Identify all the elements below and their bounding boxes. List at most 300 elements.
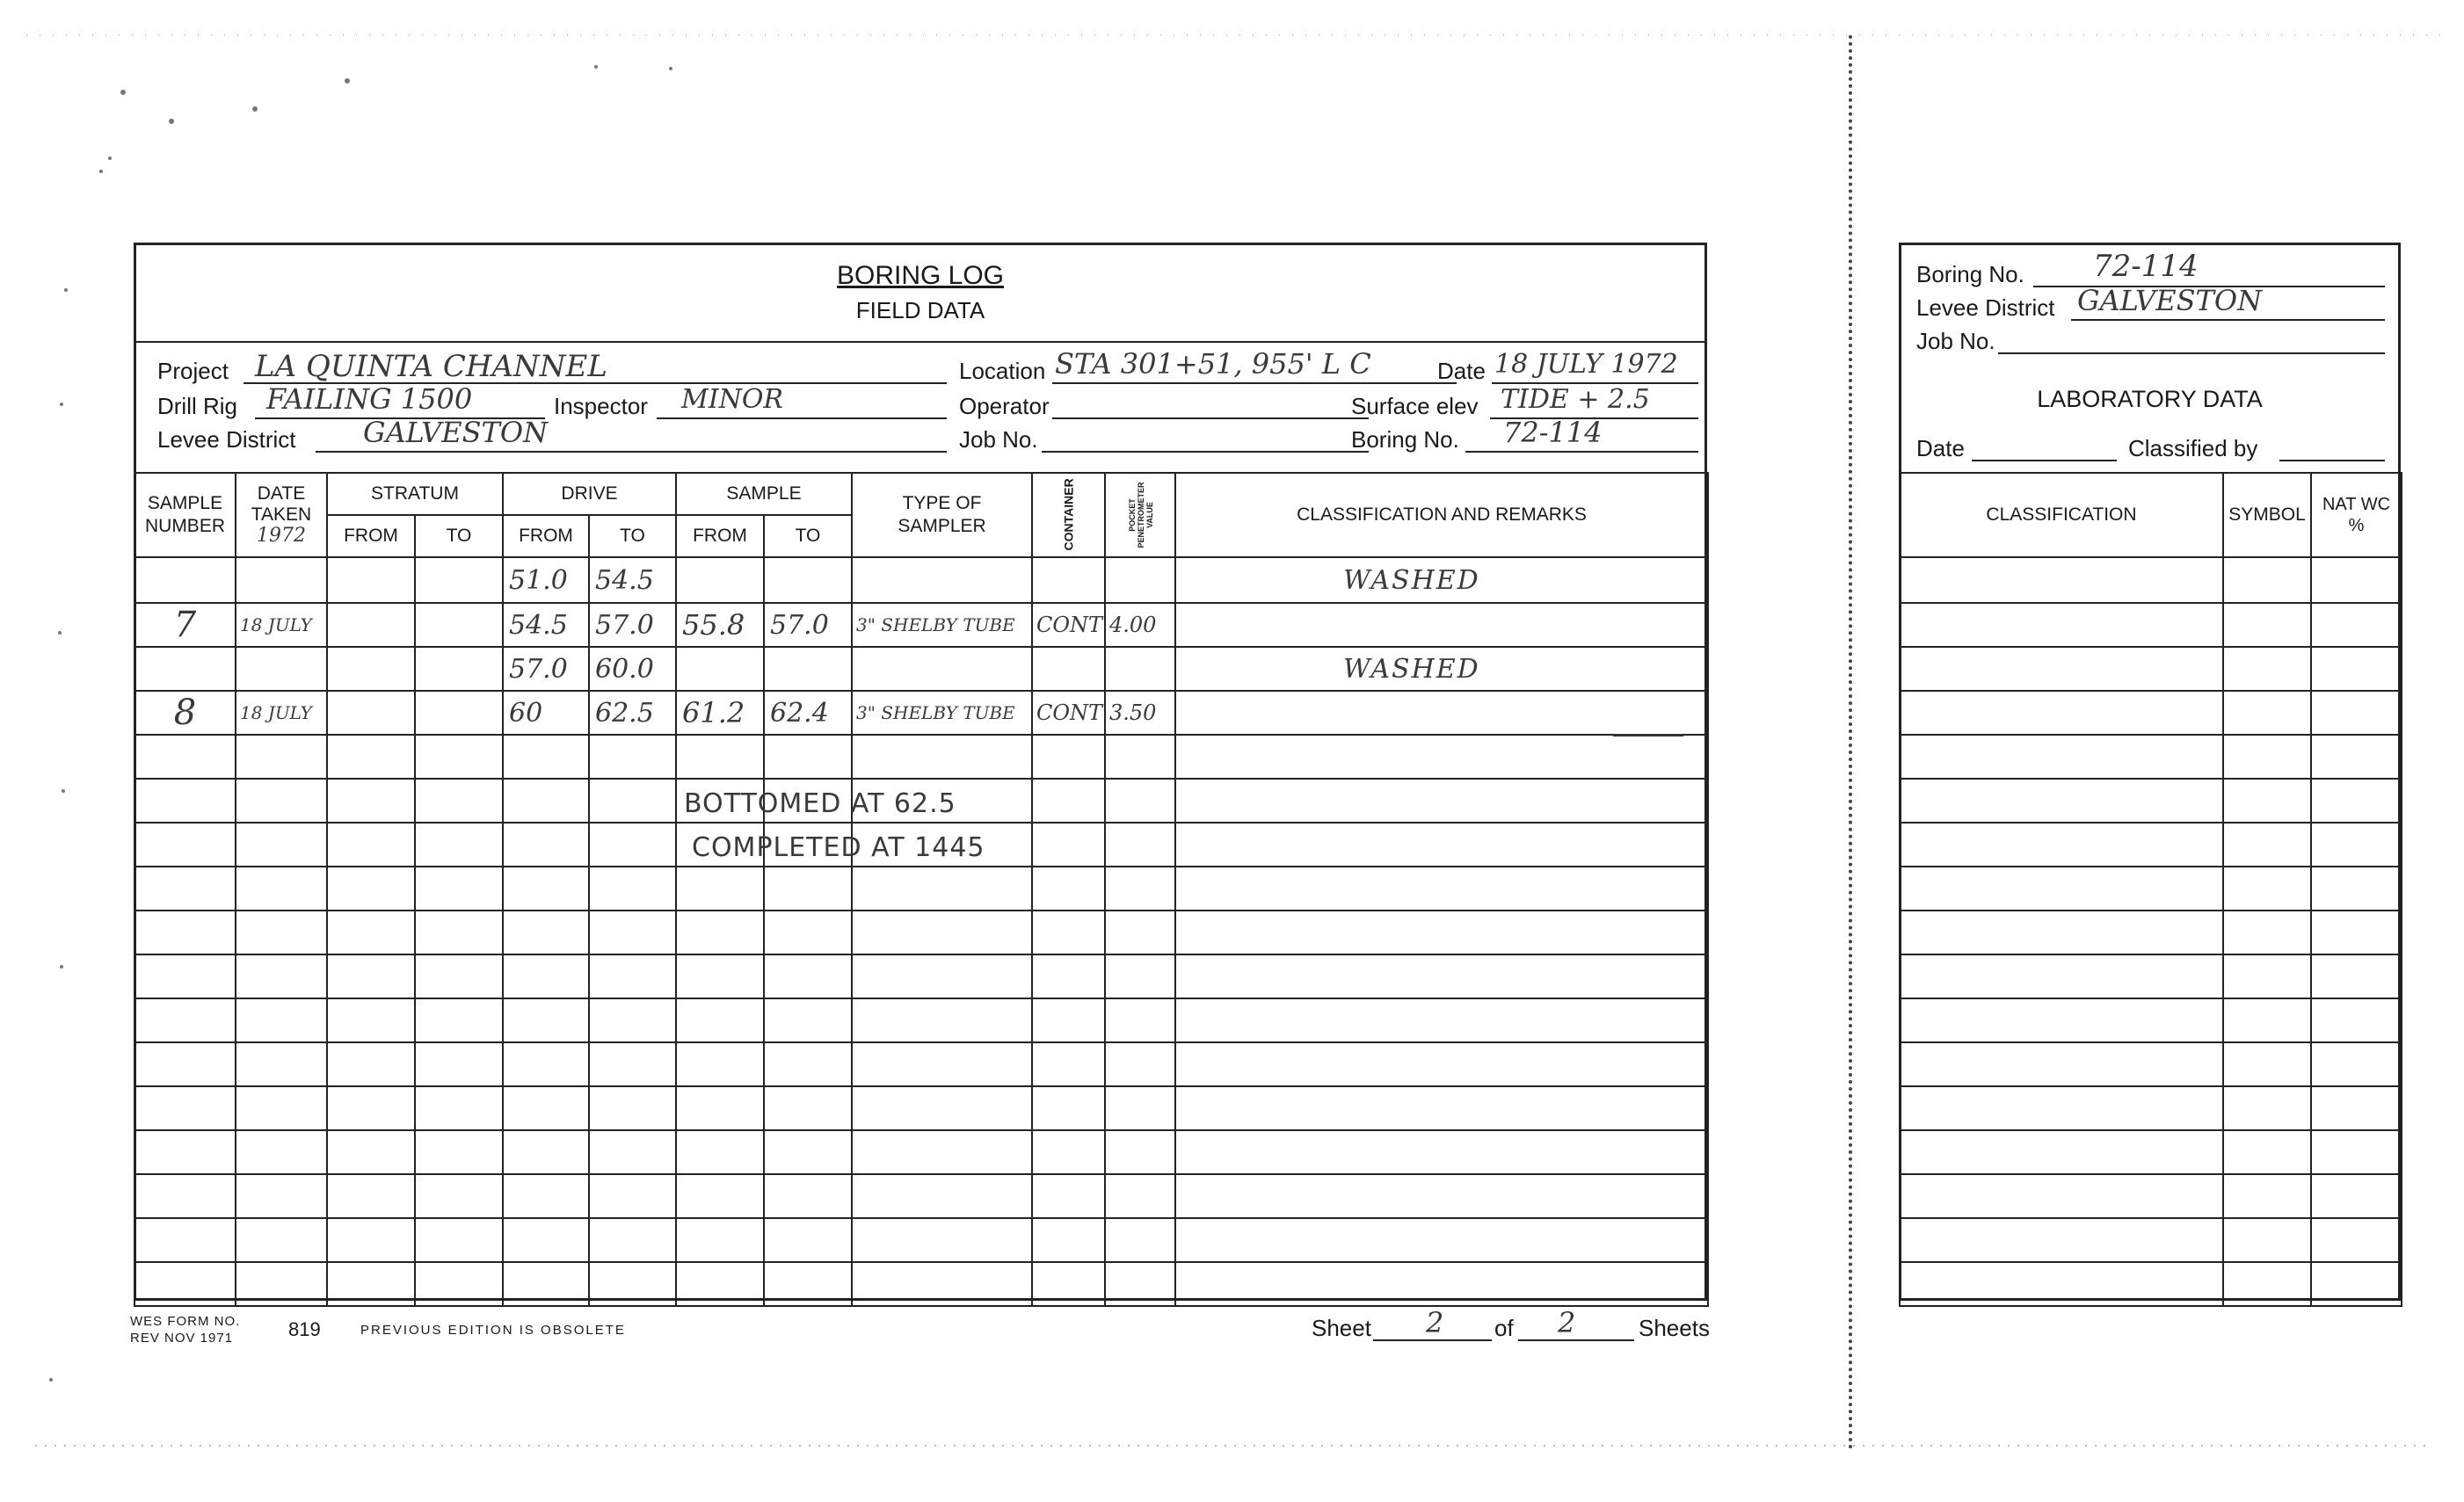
remarks-cell[interactable] (1175, 954, 1708, 998)
sample-from-cell[interactable] (676, 1218, 764, 1262)
sample-number-cell[interactable] (134, 823, 236, 867)
sampler-type-cell[interactable] (852, 557, 1032, 603)
sample-number-cell[interactable]: 7 (134, 603, 236, 647)
stratum-to-cell[interactable] (415, 647, 503, 691)
lab-classification-cell[interactable] (1900, 691, 2223, 735)
sampler-type-cell[interactable] (852, 911, 1032, 954)
stratum-to: TO (415, 515, 503, 557)
container-cell[interactable]: CONT (1032, 603, 1105, 647)
drive-to-cell[interactable] (589, 1042, 676, 1086)
stratum-to-cell[interactable] (415, 954, 503, 998)
drive-from-cell[interactable] (503, 1086, 589, 1130)
date-value[interactable]: 18 JULY 1972 (1494, 349, 1678, 380)
sample-to-cell[interactable] (764, 998, 852, 1042)
date-taken-cell[interactable] (236, 1130, 327, 1174)
remarks-cell[interactable]: WASHED (1175, 557, 1708, 603)
drive-from-cell[interactable]: 54.5 (503, 603, 589, 647)
sample-from-cell[interactable] (676, 911, 764, 954)
sample-from-cell[interactable] (676, 1262, 764, 1306)
pocket-pen-cell[interactable] (1105, 1218, 1175, 1262)
sample-number-cell[interactable] (134, 1174, 236, 1218)
sample-to-cell[interactable] (764, 647, 852, 691)
stratum-from-cell[interactable] (327, 1042, 415, 1086)
lab-natwc-cell[interactable] (2311, 647, 2402, 691)
sampler-type-cell[interactable] (852, 1218, 1032, 1262)
lab-classification-cell[interactable] (1900, 911, 2223, 954)
container-cell[interactable] (1032, 779, 1105, 823)
inspector-label: Inspector (554, 393, 648, 419)
lab-boring-no-value[interactable]: 72-114 (2093, 249, 2199, 284)
date-taken-cell[interactable] (236, 1262, 327, 1306)
lab-symbol-cell[interactable] (2223, 1130, 2311, 1174)
sample-from-cell[interactable] (676, 954, 764, 998)
stratum-to-cell[interactable] (415, 998, 503, 1042)
date-taken-cell[interactable] (236, 1174, 327, 1218)
remarks-cell[interactable] (1175, 735, 1708, 779)
remarks-cell[interactable] (1175, 1218, 1708, 1262)
sampler-type-cell[interactable]: 3" SHELBY TUBE (852, 691, 1032, 735)
surface-elev-value[interactable]: TIDE + 2.5 (1501, 384, 1650, 415)
drive-from-cell[interactable] (503, 1218, 589, 1262)
drive-to-cell[interactable]: 62.5 (589, 691, 676, 735)
pocket-pen-cell[interactable] (1105, 867, 1175, 911)
container-cell[interactable] (1032, 557, 1105, 603)
date-taken-cell[interactable] (236, 954, 327, 998)
pocket-pen-cell[interactable] (1105, 1262, 1175, 1306)
container-cell[interactable] (1032, 954, 1105, 998)
sample-number-cell[interactable] (134, 911, 236, 954)
sample-from-cell[interactable]: 55.8 (676, 603, 764, 647)
lab-natwc-cell[interactable] (2311, 998, 2402, 1042)
lab-symbol-cell[interactable] (2223, 779, 2311, 823)
col-type-of-sampler: TYPE OF SAMPLER (852, 473, 1032, 557)
date-taken-cell[interactable] (236, 557, 327, 603)
drive-to-cell[interactable]: 60.0 (589, 647, 676, 691)
sample-to-cell[interactable]: 62.4 (764, 691, 852, 735)
stratum-from-cell[interactable] (327, 998, 415, 1042)
drive-to-cell[interactable] (589, 954, 676, 998)
sample-number-cell[interactable] (134, 1130, 236, 1174)
project-label: Project (157, 358, 229, 384)
sampler-type-cell[interactable] (852, 1086, 1032, 1130)
remarks-cell[interactable] (1175, 603, 1708, 647)
date-label: Date (1437, 358, 1486, 384)
sample-to-cell[interactable] (764, 1174, 852, 1218)
pocket-pen-cell[interactable]: 3.50 (1105, 691, 1175, 735)
container-cell[interactable] (1032, 867, 1105, 911)
lab-symbol-cell[interactable] (2223, 954, 2311, 998)
lab-classification-cell[interactable] (1900, 735, 2223, 779)
lab-data-row (1900, 779, 2402, 823)
container-cell[interactable] (1032, 823, 1105, 867)
sample-to-cell[interactable] (764, 911, 852, 954)
stratum-from-cell[interactable] (327, 867, 415, 911)
lab-symbol-cell[interactable] (2223, 1086, 2311, 1130)
sample-number-cell[interactable] (134, 1086, 236, 1130)
stratum-to-cell[interactable] (415, 557, 503, 603)
stratum-from-cell[interactable] (327, 1174, 415, 1218)
location-value[interactable]: STA 301+51, 955' L C (1055, 347, 1371, 381)
lab-data-row (1900, 1218, 2402, 1262)
date-taken-cell[interactable] (236, 998, 327, 1042)
drive-to-cell[interactable] (589, 1086, 676, 1130)
lab-symbol-cell[interactable] (2223, 691, 2311, 735)
remarks-cell[interactable] (1175, 1086, 1708, 1130)
stratum-from-cell[interactable] (327, 1130, 415, 1174)
drive-to-cell[interactable] (589, 1262, 676, 1306)
sampler-type-cell[interactable] (852, 1130, 1032, 1174)
sampler-type-cell[interactable] (852, 998, 1032, 1042)
sample-number-cell[interactable]: 8 (134, 691, 236, 735)
drive-from-cell[interactable] (503, 1042, 589, 1086)
lab-data-row (1900, 1174, 2402, 1218)
drive-from-cell[interactable]: 51.0 (503, 557, 589, 603)
drive-to-cell[interactable] (589, 1174, 676, 1218)
sample-number-cell[interactable] (134, 998, 236, 1042)
levee-district-line (316, 451, 947, 453)
drive-to-cell[interactable] (589, 735, 676, 779)
lab-symbol-cell[interactable] (2223, 1174, 2311, 1218)
pocket-pen-cell[interactable] (1105, 779, 1175, 823)
boring-log-row (134, 1130, 1708, 1174)
stratum-to-cell[interactable] (415, 911, 503, 954)
drive-to-cell[interactable] (589, 911, 676, 954)
lab-natwc-cell[interactable] (2311, 603, 2402, 647)
lab-classification-cell[interactable] (1900, 1130, 2223, 1174)
sample-number-cell[interactable] (134, 1262, 236, 1306)
stratum-to-cell[interactable] (415, 823, 503, 867)
container-cell[interactable] (1032, 1130, 1105, 1174)
pocket-pen-cell[interactable] (1105, 911, 1175, 954)
sample-to-cell[interactable] (764, 557, 852, 603)
drive-from-cell[interactable] (503, 823, 589, 867)
container-cell[interactable] (1032, 911, 1105, 954)
pocket-pen-cell[interactable] (1105, 1130, 1175, 1174)
lab-natwc-cell[interactable] (2311, 735, 2402, 779)
sample-from-cell[interactable] (676, 557, 764, 603)
lab-natwc-label: NAT WC (2322, 495, 2391, 514)
lab-data-row (1900, 557, 2402, 603)
levee-district-value[interactable]: GALVESTON (363, 416, 549, 449)
lab-data-form (1899, 243, 2401, 1301)
date-taken-cell[interactable] (236, 1218, 327, 1262)
remarks-cell[interactable] (1175, 779, 1708, 823)
stratum-to-cell[interactable] (415, 1130, 503, 1174)
stratum-from-cell[interactable] (327, 954, 415, 998)
operator-line (1052, 417, 1369, 419)
pocket-pen-cell[interactable] (1105, 954, 1175, 998)
stratum-to-cell[interactable] (415, 735, 503, 779)
lab-classification-cell[interactable] (1900, 647, 2223, 691)
drive-to-cell[interactable] (589, 1218, 676, 1262)
lab-natwc-cell[interactable] (2311, 557, 2402, 603)
container-cell[interactable] (1032, 998, 1105, 1042)
stratum-to-cell[interactable] (415, 1174, 503, 1218)
drive-from-cell[interactable] (503, 1174, 589, 1218)
pocket-pen-label: POCKET PENETROMETER VALUE (1128, 482, 1155, 548)
drive-from-cell[interactable] (503, 867, 589, 911)
lab-data-row (1900, 823, 2402, 867)
boring-log-body (134, 557, 1708, 1306)
lab-classification-cell[interactable] (1900, 867, 2223, 911)
lab-classification-cell[interactable] (1900, 603, 2223, 647)
sample-to-cell[interactable] (764, 1262, 852, 1306)
sample-from-cell[interactable] (676, 998, 764, 1042)
lab-natwc-cell[interactable] (2311, 1218, 2402, 1262)
sampler-type-cell[interactable] (852, 1174, 1032, 1218)
lab-symbol-cell[interactable] (2223, 647, 2311, 691)
lab-symbol-cell[interactable] (2223, 735, 2311, 779)
pocket-pen-cell[interactable] (1105, 1042, 1175, 1086)
lab-classification-cell[interactable] (1900, 557, 2223, 603)
sample-from-cell[interactable] (676, 1086, 764, 1130)
stratum-to-cell[interactable] (415, 779, 503, 823)
drive-from-cell[interactable] (503, 954, 589, 998)
lab-symbol-cell[interactable] (2223, 998, 2311, 1042)
sample-to-cell[interactable] (764, 1130, 852, 1174)
lab-natwc-cell[interactable] (2311, 691, 2402, 735)
sample-from-cell[interactable] (676, 1130, 764, 1174)
lab-natwc-cell[interactable] (2311, 823, 2402, 867)
drive-from-cell[interactable]: 57.0 (503, 647, 589, 691)
lab-natwc-unit: % (2348, 516, 2365, 535)
date-taken-cell[interactable]: 18 JULY (236, 603, 327, 647)
lab-symbol-cell[interactable] (2223, 603, 2311, 647)
drive-to-cell[interactable] (589, 1130, 676, 1174)
container-cell[interactable] (1032, 1042, 1105, 1086)
boring-log-row (134, 1174, 1708, 1218)
sample-number-cell[interactable] (134, 557, 236, 603)
sample-number-cell[interactable] (134, 1218, 236, 1262)
remarks-cell[interactable]: WASHED (1175, 647, 1708, 691)
stratum-from-cell[interactable] (327, 603, 415, 647)
remarks-cell[interactable] (1175, 1174, 1708, 1218)
stratum-to-cell[interactable] (415, 1262, 503, 1306)
remarks-cell[interactable] (1175, 911, 1708, 954)
sample-to-cell[interactable] (764, 735, 852, 779)
sample-to-cell[interactable] (764, 867, 852, 911)
sample-number-cell[interactable] (134, 735, 236, 779)
inspector-value[interactable]: MINOR (681, 384, 784, 415)
container-cell[interactable] (1032, 735, 1105, 779)
drive-to-cell[interactable] (589, 823, 676, 867)
sampler-type-cell[interactable] (852, 954, 1032, 998)
boring-no-label: Boring No. (1351, 426, 1459, 453)
drive-to: TO (589, 515, 676, 557)
sampler-type-cell[interactable] (852, 735, 1032, 779)
lab-classification-cell[interactable] (1900, 998, 2223, 1042)
stratum-from-cell[interactable] (327, 647, 415, 691)
lab-natwc-cell[interactable] (2311, 1130, 2402, 1174)
lab-natwc-cell[interactable] (2311, 954, 2402, 998)
boring-log-row (134, 1218, 1708, 1262)
sample-to-cell[interactable] (764, 1042, 852, 1086)
lab-classification-cell[interactable] (1900, 1174, 2223, 1218)
lab-col-classification: CLASSIFICATION (1900, 473, 2223, 557)
sample-from-cell[interactable] (676, 647, 764, 691)
sampler-type-cell[interactable] (852, 867, 1032, 911)
container-cell[interactable] (1032, 1086, 1105, 1130)
lab-classification-cell[interactable] (1900, 1042, 2223, 1086)
sample-to-cell[interactable] (764, 954, 852, 998)
boring-log-row (134, 691, 1708, 735)
drive-from-cell[interactable] (503, 998, 589, 1042)
pocket-pen-cell[interactable] (1105, 998, 1175, 1042)
drive-from-cell[interactable] (503, 1262, 589, 1306)
boring-log-row (134, 867, 1708, 911)
drive-from-cell[interactable] (503, 779, 589, 823)
sample-number-cell[interactable] (134, 1042, 236, 1086)
container-cell[interactable] (1032, 1218, 1105, 1262)
pocket-pen-cell[interactable]: 4.00 (1105, 603, 1175, 647)
remarks-cell[interactable] (1175, 867, 1708, 911)
drive-from-cell[interactable] (503, 911, 589, 954)
sampler-type-cell[interactable] (852, 1262, 1032, 1306)
container-cell[interactable] (1032, 1174, 1105, 1218)
location-line (1052, 382, 1457, 384)
date-taken-cell[interactable] (236, 1042, 327, 1086)
boring-log-row (134, 998, 1708, 1042)
pocket-pen-cell[interactable] (1105, 1174, 1175, 1218)
lab-classification-cell[interactable] (1900, 1218, 2223, 1262)
sheet-value[interactable]: 2 (1426, 1306, 1444, 1339)
lab-symbol-cell[interactable] (2223, 1042, 2311, 1086)
sample-to-cell[interactable] (764, 1086, 852, 1130)
lab-natwc-cell[interactable] (2311, 1042, 2402, 1086)
stratum-from-cell[interactable] (327, 691, 415, 735)
pocket-pen-cell[interactable] (1105, 557, 1175, 603)
date-taken-cell[interactable] (236, 1086, 327, 1130)
drive-to-cell[interactable] (589, 867, 676, 911)
stratum-from-cell[interactable] (327, 1218, 415, 1262)
date-taken-cell[interactable] (236, 735, 327, 779)
lab-classification-cell[interactable] (1900, 1086, 2223, 1130)
sample-number-cell[interactable] (134, 779, 236, 823)
stratum-from-cell[interactable] (327, 1086, 415, 1130)
lab-data-body (1900, 557, 2402, 1306)
stratum-to-cell[interactable] (415, 867, 503, 911)
lab-classified-by-label: Classified by (2128, 435, 2258, 461)
remarks-cell[interactable] (1175, 691, 1708, 735)
perforation-line (1849, 35, 1852, 1450)
stratum-to-cell[interactable] (415, 1042, 503, 1086)
drive-to-cell[interactable] (589, 998, 676, 1042)
lab-levee-district-value[interactable]: GALVESTON (2077, 284, 2263, 317)
sampler-type-cell[interactable] (852, 1042, 1032, 1086)
remarks-cell[interactable] (1175, 823, 1708, 867)
boring-no-value[interactable]: 72-114 (1503, 416, 1603, 449)
remarks-cell[interactable] (1175, 1042, 1708, 1086)
sample-number-cell[interactable] (134, 954, 236, 998)
drill-rig-value[interactable]: FAILING 1500 (266, 382, 473, 416)
pocket-pen-cell[interactable] (1105, 735, 1175, 779)
pocket-pen-cell[interactable] (1105, 1086, 1175, 1130)
stratum-to-cell[interactable] (415, 603, 503, 647)
pocket-pen-cell[interactable] (1105, 647, 1175, 691)
sample-from-cell[interactable] (676, 1042, 764, 1086)
lab-natwc-cell[interactable] (2311, 1086, 2402, 1130)
lab-symbol-cell[interactable] (2223, 911, 2311, 954)
date-taken-cell[interactable] (236, 867, 327, 911)
remarks-cell[interactable] (1175, 998, 1708, 1042)
lab-title: LABORATORY DATA (2037, 386, 2263, 412)
sampler-type-cell[interactable]: 3" SHELBY TUBE (852, 603, 1032, 647)
sample-number-cell[interactable] (134, 867, 236, 911)
drive-to-cell[interactable] (589, 779, 676, 823)
remarks-cell[interactable] (1175, 1262, 1708, 1306)
sampler-type-cell[interactable] (852, 647, 1032, 691)
lab-symbol-cell[interactable] (2223, 867, 2311, 911)
sample-from-cell[interactable] (676, 867, 764, 911)
stratum-from-cell[interactable] (327, 735, 415, 779)
drive-to-cell[interactable]: 54.5 (589, 557, 676, 603)
drive-from-cell[interactable]: 60 (503, 691, 589, 735)
container-cell[interactable] (1032, 647, 1105, 691)
stratum-to-cell[interactable] (415, 1086, 503, 1130)
sample-number-cell[interactable] (134, 647, 236, 691)
sample-to-cell[interactable]: 57.0 (764, 603, 852, 647)
operator-label: Operator (959, 393, 1050, 419)
lab-date-line (1972, 460, 2117, 461)
stratum-to-cell[interactable] (415, 691, 503, 735)
lab-symbol-cell[interactable] (2223, 557, 2311, 603)
lab-classification-cell[interactable] (1900, 779, 2223, 823)
remarks-cell[interactable] (1175, 1130, 1708, 1174)
date-taken-cell[interactable]: 18 JULY (236, 691, 327, 735)
lab-natwc-cell[interactable] (2311, 867, 2402, 911)
sample-from-cell[interactable] (676, 735, 764, 779)
lab-symbol-cell[interactable] (2223, 1218, 2311, 1262)
date-taken-cell[interactable] (236, 911, 327, 954)
lab-classification-cell[interactable] (1900, 1262, 2223, 1306)
sample-from-cell[interactable]: 61.2 (676, 691, 764, 735)
boring-log-row (134, 1042, 1708, 1086)
date-taken-cell[interactable] (236, 779, 327, 823)
container-cell[interactable] (1032, 1262, 1105, 1306)
lab-natwc-cell[interactable] (2311, 1174, 2402, 1218)
lab-natwc-cell[interactable] (2311, 1262, 2402, 1306)
container-cell[interactable]: CONT (1032, 691, 1105, 735)
col-pocket-pen (1105, 473, 1175, 557)
lab-natwc-cell[interactable] (2311, 911, 2402, 954)
lab-symbol-cell[interactable] (2223, 1262, 2311, 1306)
sample-to-cell[interactable] (764, 1218, 852, 1262)
of-value[interactable]: 2 (1558, 1306, 1576, 1339)
drive-to-cell[interactable]: 57.0 (589, 603, 676, 647)
stratum-from-cell[interactable] (327, 823, 415, 867)
lab-data-row (1900, 1042, 2402, 1086)
sample-from-cell[interactable] (676, 1174, 764, 1218)
stratum-from-cell[interactable] (327, 779, 415, 823)
pocket-pen-cell[interactable] (1105, 823, 1175, 867)
location-label: Location (959, 358, 1046, 384)
lab-natwc-cell[interactable] (2311, 779, 2402, 823)
stratum-to-cell[interactable] (415, 1218, 503, 1262)
lab-symbol-cell[interactable] (2223, 823, 2311, 867)
surface-elev-label: Surface elev (1351, 393, 1479, 419)
project-value[interactable]: LA QUINTA CHANNEL (255, 349, 607, 384)
date-taken-cell[interactable] (236, 823, 327, 867)
drive-from-cell[interactable] (503, 735, 589, 779)
job-no-line (1042, 451, 1369, 453)
lab-classification-cell[interactable] (1900, 823, 2223, 867)
lab-classification-cell[interactable] (1900, 954, 2223, 998)
date-taken-cell[interactable] (236, 647, 327, 691)
stratum-from-cell[interactable] (327, 1262, 415, 1306)
stratum-from-cell[interactable] (327, 911, 415, 954)
drive-from-cell[interactable] (503, 1130, 589, 1174)
stratum-from-cell[interactable] (327, 557, 415, 603)
